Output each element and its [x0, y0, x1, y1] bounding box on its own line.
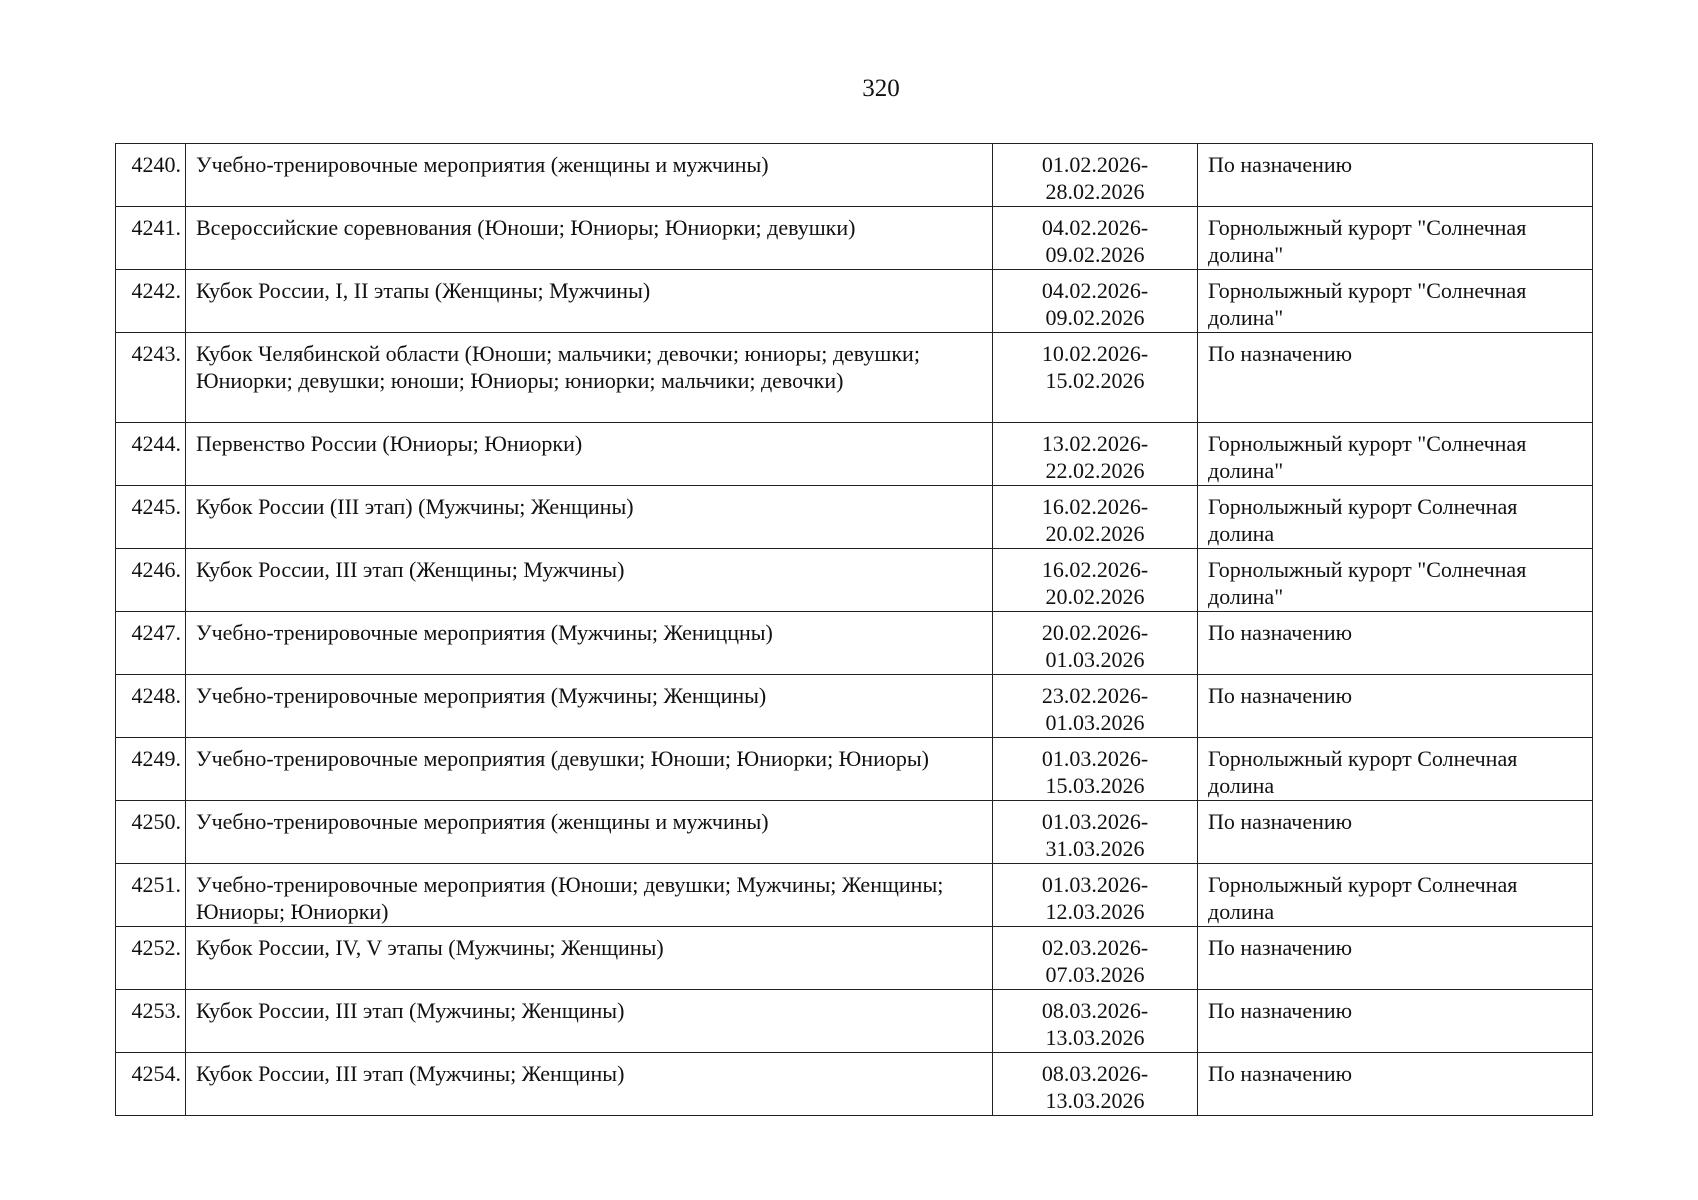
event-name: Учебно-тренировочные мероприятия (Мужчины; Жениццны)	[186, 612, 993, 675]
event-name: Кубок России, III этап (Мужчины; Женщины)	[186, 1053, 993, 1116]
row-number: 4254.	[116, 1053, 186, 1116]
event-dates	[993, 549, 1198, 612]
date-start: 23.02.2026-	[1041, 683, 1149, 708]
event-dates	[993, 738, 1198, 801]
date-start: 01.02.2026-	[1041, 152, 1149, 177]
date-end: 01.03.2026	[1045, 710, 1145, 735]
date-end: 09.02.2026	[1045, 242, 1145, 267]
table-row	[116, 612, 1593, 675]
date-start: 16.02.2026-	[1041, 557, 1149, 582]
table-row	[116, 549, 1593, 612]
event-dates	[993, 801, 1198, 864]
event-dates	[993, 333, 1198, 423]
event-name: Учебно-тренировочные мероприятия (Юноши; девушки; Мужчины; Женщины; Юниоры; Юниорки)	[186, 864, 993, 927]
event-dates	[993, 1053, 1198, 1116]
table-row	[116, 675, 1593, 738]
date-start: 16.02.2026-	[1041, 494, 1149, 519]
event-dates	[993, 486, 1198, 549]
row-number: 4252.	[116, 927, 186, 990]
date-start: 20.02.2026-	[1041, 620, 1149, 645]
date-end: 01.03.2026	[1045, 647, 1145, 672]
event-place: По назначению	[1198, 990, 1593, 1053]
date-start: 01.03.2026-	[1041, 809, 1149, 834]
event-name: Кубок России (III этап) (Мужчины; Женщины)	[186, 486, 993, 549]
event-dates	[993, 270, 1198, 333]
event-dates	[993, 612, 1198, 675]
date-end: 15.02.2026	[1045, 368, 1145, 393]
table-row	[116, 1053, 1593, 1116]
event-dates	[993, 144, 1198, 207]
event-dates	[993, 990, 1198, 1053]
event-name: Всероссийские соревнования (Юноши; Юниоры; Юниорки; девушки)	[186, 207, 993, 270]
event-name: Кубок России, III этап (Мужчины; Женщины)	[186, 990, 993, 1053]
date-start: 10.02.2026-	[1041, 341, 1149, 366]
event-dates	[993, 207, 1198, 270]
row-number: 4245.	[116, 486, 186, 549]
row-number: 4243.	[116, 333, 186, 423]
event-place: Горнолыжный курорт "Солнечная долина"	[1198, 270, 1593, 333]
event-place: Горнолыжный курорт "Солнечная долина"	[1198, 207, 1593, 270]
table-row	[116, 207, 1593, 270]
table-row	[116, 270, 1593, 333]
date-end: 15.03.2026	[1045, 773, 1145, 798]
event-name: Кубок России, I, II этапы (Женщины; Мужчины)	[186, 270, 993, 333]
event-place: По назначению	[1198, 612, 1593, 675]
table-row	[116, 801, 1593, 864]
date-start: 04.02.2026-	[1041, 215, 1149, 240]
row-number: 4241.	[116, 207, 186, 270]
events-table	[115, 143, 1593, 1116]
date-end: 20.02.2026	[1045, 584, 1145, 609]
date-end: 31.03.2026	[1045, 836, 1145, 861]
date-start: 01.03.2026-	[1041, 746, 1149, 771]
event-place: По назначению	[1198, 1053, 1593, 1116]
event-name: Первенство России (Юниоры; Юниорки)	[186, 423, 993, 486]
table-row	[116, 486, 1593, 549]
event-place: По назначению	[1198, 333, 1593, 423]
row-number: 4242.	[116, 270, 186, 333]
event-place: Горнолыжный курорт Солнечная долина	[1198, 738, 1593, 801]
table-row	[116, 333, 1593, 423]
event-place: Горнолыжный курорт Солнечная долина	[1198, 486, 1593, 549]
row-number: 4246.	[116, 549, 186, 612]
event-place: Горнолыжный курорт "Солнечная долина"	[1198, 549, 1593, 612]
page-number: 320	[862, 75, 900, 102]
date-end: 22.02.2026	[1045, 458, 1145, 483]
date-start: 01.03.2026-	[1041, 872, 1149, 897]
event-place: Горнолыжный курорт Солнечная долина	[1198, 864, 1593, 927]
date-end: 13.03.2026	[1045, 1088, 1145, 1113]
date-end: 13.03.2026	[1045, 1025, 1145, 1050]
row-number: 4248.	[116, 675, 186, 738]
event-name: Кубок России, IV, V этапы (Мужчины; Женщины)	[186, 927, 993, 990]
date-start: 08.03.2026-	[1041, 998, 1149, 1023]
table-row	[116, 738, 1593, 801]
date-end: 09.02.2026	[1045, 305, 1145, 330]
event-place: Горнолыжный курорт "Солнечная долина"	[1198, 423, 1593, 486]
date-start: 04.02.2026-	[1041, 278, 1149, 303]
row-number: 4253.	[116, 990, 186, 1053]
date-start: 13.02.2026-	[1041, 431, 1149, 456]
event-name: Учебно-тренировочные мероприятия (женщины и мужчины)	[186, 801, 993, 864]
event-name: Кубок России, III этап (Женщины; Мужчины)	[186, 549, 993, 612]
row-number: 4244.	[116, 423, 186, 486]
date-end: 20.02.2026	[1045, 521, 1145, 546]
table-row	[116, 423, 1593, 486]
row-number: 4250.	[116, 801, 186, 864]
date-end: 12.03.2026	[1045, 899, 1145, 924]
table-row	[116, 927, 1593, 990]
row-number: 4240.	[116, 144, 186, 207]
date-end: 28.02.2026	[1045, 179, 1145, 204]
event-dates	[993, 423, 1198, 486]
event-place: По назначению	[1198, 801, 1593, 864]
event-name: Учебно-тренировочные мероприятия (женщины и мужчины)	[186, 144, 993, 207]
date-start: 08.03.2026-	[1041, 1061, 1149, 1086]
event-dates	[993, 927, 1198, 990]
event-name: Учебно-тренировочные мероприятия (девушки; Юноши; Юниорки; Юниоры)	[186, 738, 993, 801]
row-number: 4249.	[116, 738, 186, 801]
event-place: По назначению	[1198, 675, 1593, 738]
row-number: 4251.	[116, 864, 186, 927]
event-dates	[993, 675, 1198, 738]
date-end: 07.03.2026	[1045, 962, 1145, 987]
event-place: По назначению	[1198, 927, 1593, 990]
row-number: 4247.	[116, 612, 186, 675]
table-row	[116, 990, 1593, 1053]
event-dates	[993, 864, 1198, 927]
date-start: 02.03.2026-	[1041, 935, 1149, 960]
table-row	[116, 144, 1593, 207]
event-name: Учебно-тренировочные мероприятия (Мужчины; Женщины)	[186, 675, 993, 738]
table-row	[116, 864, 1593, 927]
event-place: По назначению	[1198, 144, 1593, 207]
event-name: Кубок Челябинской области (Юноши; мальчики; девочки; юниоры; девушки; Юниорки; девушки; юноши; Юниоры; юниорки; мальчики; девочки)	[186, 333, 993, 423]
